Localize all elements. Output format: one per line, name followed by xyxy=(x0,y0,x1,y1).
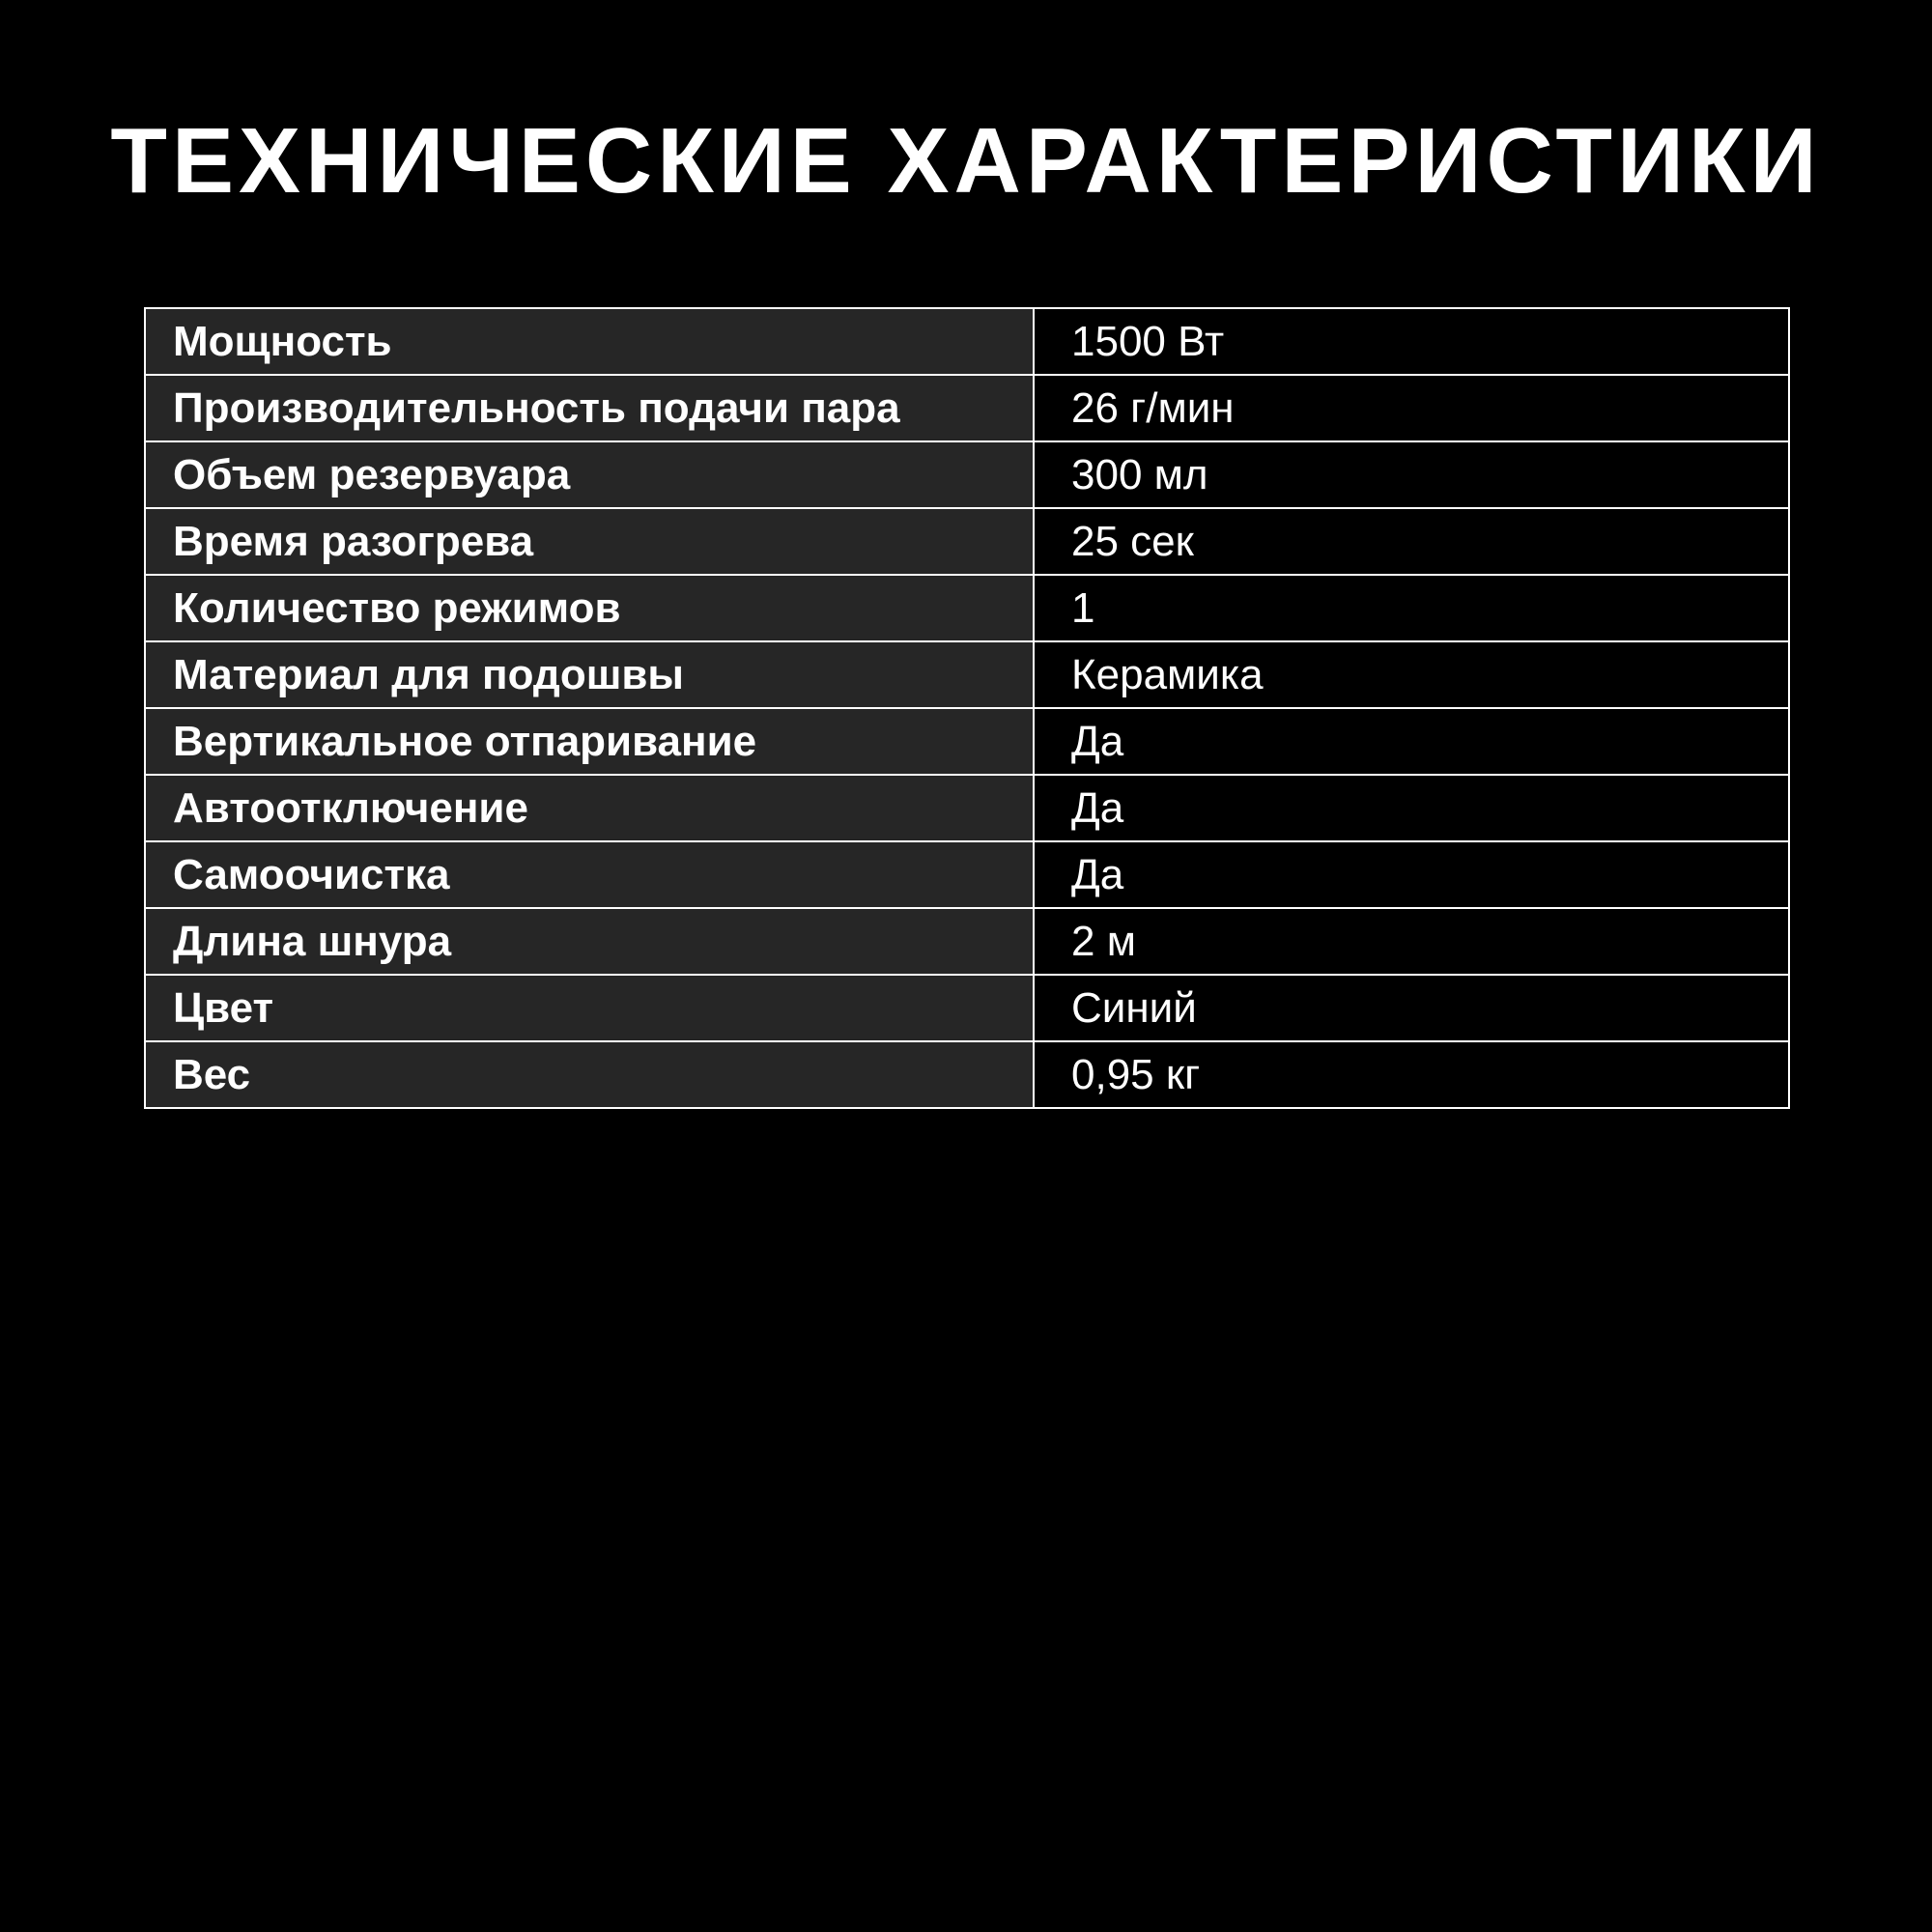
spec-value: Да xyxy=(1034,708,1789,775)
spec-row-self-clean xyxy=(145,841,1789,908)
spec-row-tank-volume xyxy=(145,441,1789,508)
spec-row-color xyxy=(145,975,1789,1041)
spec-row-modes xyxy=(145,575,1789,641)
spec-label: Длина шнура xyxy=(145,908,1034,975)
spec-value: Да xyxy=(1034,841,1789,908)
spec-value: 1 xyxy=(1034,575,1789,641)
spec-value: 25 сек xyxy=(1034,508,1789,575)
spec-value: Синий xyxy=(1034,975,1789,1041)
spec-label: Количество режимов xyxy=(145,575,1034,641)
spec-row-weight xyxy=(145,1041,1789,1108)
spec-label: Производительность подачи пара xyxy=(145,375,1034,441)
spec-value: Да xyxy=(1034,775,1789,841)
spec-row-power xyxy=(145,308,1789,375)
spec-label: Материал для подошвы xyxy=(145,641,1034,708)
page-title: ТЕХНИЧЕСКИЕ ХАРАКТЕРИСТИКИ xyxy=(110,109,1822,213)
spec-row-vertical-steam xyxy=(145,708,1789,775)
spec-row-cord-length xyxy=(145,908,1789,975)
spec-label: Объем резервуара xyxy=(145,441,1034,508)
spec-row-auto-off xyxy=(145,775,1789,841)
spec-row-heat-up-time xyxy=(145,508,1789,575)
spec-value: 26 г/мин xyxy=(1034,375,1789,441)
spec-label: Автоотключение xyxy=(145,775,1034,841)
spec-table xyxy=(144,307,1790,1109)
spec-label: Вес xyxy=(145,1041,1034,1108)
spec-value: 300 мл xyxy=(1034,441,1789,508)
spec-value: 2 м xyxy=(1034,908,1789,975)
spec-value: Керамика xyxy=(1034,641,1789,708)
spec-label: Вертикальное отпаривание xyxy=(145,708,1034,775)
spec-value: 1500 Вт xyxy=(1034,308,1789,375)
spec-row-steam-output xyxy=(145,375,1789,441)
spec-label: Самоочистка xyxy=(145,841,1034,908)
spec-value: 0,95 кг xyxy=(1034,1041,1789,1108)
spec-label: Цвет xyxy=(145,975,1034,1041)
spec-row-soleplate-material xyxy=(145,641,1789,708)
spec-label: Мощность xyxy=(145,308,1034,375)
spec-label: Время разогрева xyxy=(145,508,1034,575)
